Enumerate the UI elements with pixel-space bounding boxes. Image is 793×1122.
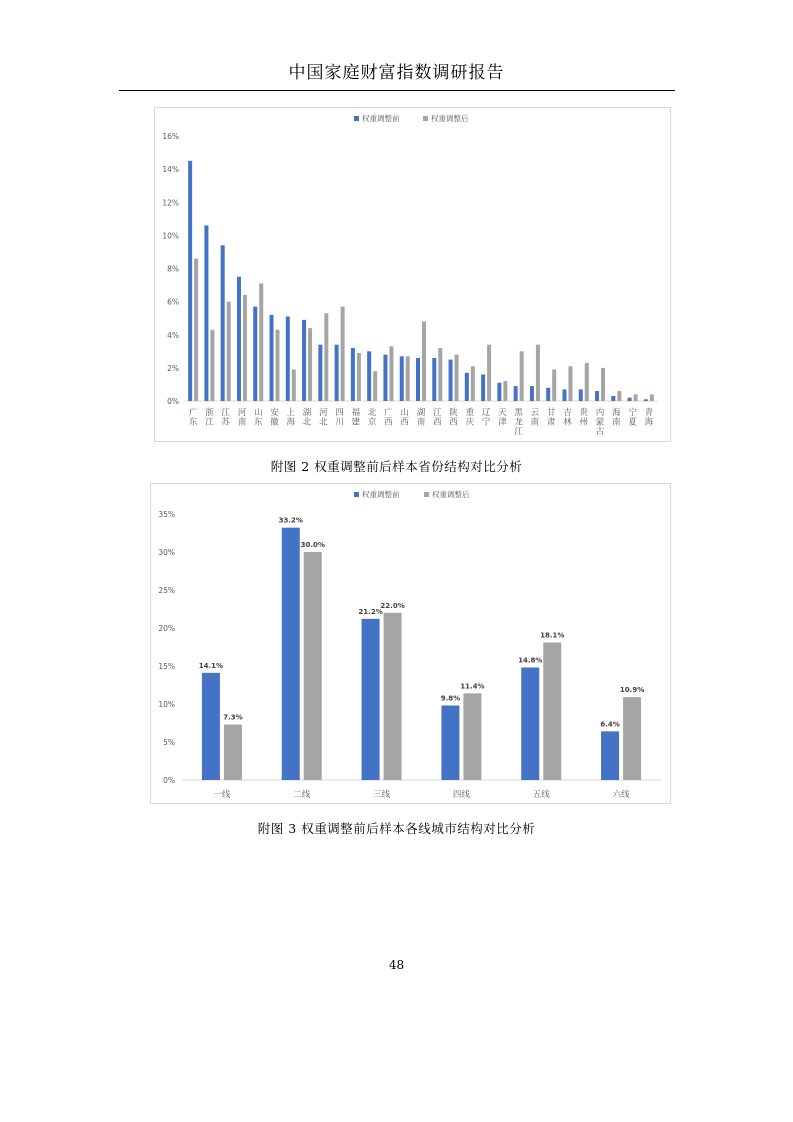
y-tick-label: 12%: [162, 198, 179, 208]
bar-after: [634, 394, 638, 401]
y-tick-label: 10%: [158, 700, 175, 709]
legend-label-before: 权重调整前: [362, 490, 400, 499]
x-tick-label: 江苏: [221, 408, 230, 428]
x-tick-label: 河北: [319, 408, 328, 428]
data-label: 33.2%: [278, 516, 303, 525]
bar-before: [188, 161, 192, 401]
bar-after: [243, 295, 247, 401]
legend-swatch-before: [354, 116, 359, 121]
x-tick-label: 吉林: [563, 408, 572, 428]
bar-after: [341, 307, 345, 401]
x-tick-label: 河南: [237, 408, 247, 428]
bar-after: [463, 693, 481, 780]
bar-before: [579, 389, 583, 401]
bar-after: [292, 370, 296, 401]
bar-after: [650, 394, 654, 401]
data-label: 22.0%: [380, 601, 405, 610]
bar-after: [487, 345, 491, 401]
bar-before: [253, 307, 257, 401]
bar-after: [623, 697, 641, 780]
bar-after: [585, 363, 589, 401]
x-tick-label: 湖南: [416, 408, 426, 428]
bar-after: [471, 366, 475, 401]
bar-after: [617, 391, 621, 401]
data-label: 30.0%: [300, 541, 325, 549]
x-tick-label: 广东: [188, 408, 198, 428]
y-tick-label: 25%: [158, 586, 175, 595]
x-tick-label: 江西: [433, 408, 442, 428]
y-tick-label: 2%: [167, 363, 179, 373]
y-tick-label: 0%: [163, 776, 175, 785]
data-label: 21.2%: [358, 607, 383, 616]
bar-after: [304, 552, 322, 780]
x-tick-label: 上海: [286, 408, 296, 428]
bar-before: [383, 355, 387, 401]
bar-after: [601, 368, 605, 401]
bar-before: [601, 731, 619, 780]
bar-after: [227, 302, 231, 401]
data-label: 9.8%: [440, 694, 461, 703]
bar-before: [449, 360, 453, 401]
province-chart-svg: [155, 108, 670, 441]
x-tick-label: 甘肃: [546, 408, 556, 428]
x-tick-label: 山西: [400, 408, 409, 428]
bar-after: [384, 613, 402, 780]
bar-before: [351, 348, 355, 401]
bar-after: [373, 371, 377, 401]
bar-before: [362, 619, 380, 780]
legend-label-after: 权重调整后: [431, 114, 469, 123]
city-tier-chart: [150, 483, 671, 804]
bar-after: [324, 313, 328, 401]
bar-before: [521, 668, 539, 780]
bar-after: [308, 328, 312, 401]
bar-after: [259, 283, 263, 401]
data-label: 14.8%: [518, 656, 543, 665]
x-tick-label: 广西: [384, 408, 393, 428]
bar-before: [481, 375, 485, 402]
x-tick-label: 三线: [373, 790, 391, 800]
x-tick-label: 重庆: [465, 408, 475, 428]
bar-before: [400, 356, 404, 401]
bar-after: [520, 351, 524, 401]
x-tick-label: 安徽: [270, 408, 279, 428]
x-tick-label: 湖北: [302, 408, 312, 428]
bar-before: [221, 245, 225, 401]
legend-label-before: 权重调整前: [362, 114, 400, 123]
bar-after: [503, 381, 507, 401]
bar-before: [416, 358, 420, 401]
x-tick-label: 山东: [253, 408, 263, 428]
bar-after: [389, 346, 393, 401]
city-tier-chart-svg: [151, 484, 670, 803]
bar-after: [438, 348, 442, 401]
x-tick-label: 天津: [498, 408, 507, 428]
bar-before: [432, 358, 436, 401]
x-tick-label: 辽宁: [481, 408, 491, 428]
data-label: 6.4%: [600, 720, 620, 729]
bar-before: [282, 528, 300, 780]
bar-before: [530, 386, 534, 401]
bar-before: [611, 396, 615, 401]
legend-swatch-before: [354, 492, 359, 497]
figure2-caption: 附图 2 权重调整前后样本省份结构对比分析: [270, 459, 523, 474]
y-tick-label: 10%: [162, 231, 179, 241]
data-label: 7.3%: [223, 713, 243, 722]
bar-after: [357, 353, 361, 401]
bar-after: [406, 356, 410, 401]
x-tick-label: 浙江: [205, 408, 214, 428]
data-label: 10.9%: [619, 686, 645, 695]
bar-after: [422, 322, 426, 402]
bar-after: [194, 259, 198, 401]
y-tick-label: 16%: [162, 132, 179, 141]
bar-before: [237, 277, 241, 401]
page-header-title: 中国家庭财富指数调研报告: [288, 63, 505, 83]
bar-before: [514, 386, 518, 401]
bar-after: [536, 345, 540, 401]
bar-before: [441, 706, 459, 780]
figure3-caption: 附图 3 权重调整前后样本各线城市结构对比分析: [257, 821, 536, 836]
bar-before: [595, 391, 599, 401]
x-tick-label: 四线: [452, 790, 470, 800]
bar-before: [644, 399, 648, 401]
x-tick-label: 内蒙古: [595, 408, 605, 437]
y-tick-label: 14%: [162, 165, 179, 175]
x-tick-label: 六线: [612, 790, 630, 800]
x-tick-label: 五线: [532, 790, 550, 800]
y-tick-label: 5%: [163, 738, 175, 747]
x-tick-label: 一线: [213, 790, 231, 800]
bar-before: [465, 373, 469, 401]
x-tick-label: 陕西: [449, 408, 458, 428]
legend-label-after: 权重调整后: [432, 490, 470, 499]
x-tick-label: 海南: [612, 408, 621, 428]
y-tick-label: 4%: [167, 330, 179, 340]
data-label: 18.1%: [540, 631, 565, 640]
x-tick-label: 青海: [644, 408, 654, 428]
bar-after: [455, 355, 459, 401]
data-label: 14.1%: [198, 661, 224, 670]
bar-before: [318, 345, 322, 401]
bar-after: [568, 366, 572, 401]
bar-after: [276, 330, 280, 401]
x-tick-label: 福建: [351, 408, 361, 428]
y-tick-label: 0%: [167, 397, 179, 406]
page-number: 48: [388, 958, 405, 972]
bar-after: [224, 725, 242, 780]
x-tick-label: 北京: [367, 408, 377, 428]
x-tick-label: 四川: [335, 408, 344, 428]
bar-before: [302, 320, 306, 401]
bar-before: [628, 398, 632, 401]
province-chart: [154, 107, 671, 442]
y-tick-label: 30%: [158, 548, 175, 557]
data-label: 11.4%: [460, 682, 485, 691]
x-tick-label: 黑龙江: [514, 408, 523, 437]
x-tick-label: 贵州: [579, 408, 589, 428]
bar-before: [335, 345, 339, 401]
bar-before: [546, 388, 550, 401]
bar-before: [270, 315, 274, 401]
bar-before: [367, 351, 371, 401]
header-divider: [119, 90, 675, 91]
bar-after: [543, 642, 561, 780]
x-tick-label: 二线: [293, 790, 311, 800]
x-tick-label: 宁夏: [628, 408, 637, 428]
bar-before: [202, 673, 220, 780]
bar-after: [210, 330, 214, 401]
bar-before: [204, 225, 208, 401]
bar-before: [562, 389, 566, 401]
bar-after: [552, 370, 556, 401]
bar-before: [497, 383, 501, 401]
y-tick-label: 15%: [158, 662, 175, 671]
y-tick-label: 35%: [158, 510, 175, 519]
legend-swatch-after: [423, 116, 428, 121]
legend-swatch-after: [424, 492, 429, 497]
y-tick-label: 6%: [167, 297, 179, 307]
bar-before: [286, 317, 290, 401]
x-tick-label: 云南: [530, 408, 540, 428]
y-tick-label: 8%: [167, 264, 179, 274]
y-tick-label: 20%: [158, 624, 175, 633]
